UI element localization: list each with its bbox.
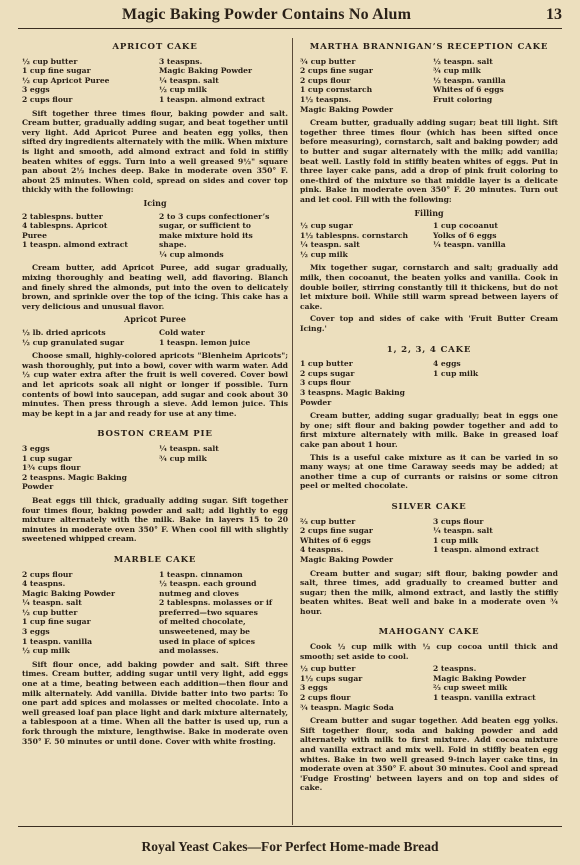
ingredient-column: Cold water 1 teaspn. lemon juice [159,328,251,347]
ingredient-column: ½ cup butter 1½ cups sugar 3 eggs 2 cups flour ¾ teaspn. Magic Soda [300,664,394,712]
ingredient-column: ¾ cup butter 2 cups fine sugar 2 cups flour 1 cup cornstarch 1½ teaspns. Magic Baking Powder [300,56,393,114]
recipe-title: MARBLE CAKE [113,554,197,565]
ingredient-column: 1 cup butter 2 cups sugar 3 cups flour 3 teaspns. Magic Baking Powder [300,359,405,407]
ingredient-list [22,328,288,347]
recipe-paragraph: This is a useful cake mixture as it can be varied in so many ways; at one time Caraway seeds may be added; at another time a cup of currants or raisins or some citron peel or melted chocolate. [300,452,558,491]
recipe-paragraph: Cream butter, adding sugar gradually; beat in eggs one by one; sift flour and baking powder together and add to first mixture alternately with milk. Bake in greased loaf cake pan about 1 hour. [300,411,558,449]
ingredient-list [300,517,558,565]
column-divider [292,38,293,825]
section-subtitle: Icing [143,197,167,208]
recipe-paragraph: Beat eggs till thick, gradually adding sugar. Sift together four times flour, baking powder and salt; add lightly to egg mixture alternately with the milk. Bake in layers 15 to 20 minutes in moderate oven 350° F. When cool fill with slightly sweetened whipped cream. [22,495,288,544]
running-header: Magic Baking Powder Contains No Alum [122,6,412,23]
ingredient-column: 1 teaspn. cinnamon ½ teaspn. each ground nutmeg and cloves 2 tablespns. molasses or if preferred—two squares of melted chocolate, unsweetened, may be used in place of spices and molasses. [159,569,273,656]
spacer [22,421,288,427]
ingredient-column: 3 cups flour ¼ teaspn. salt 1 cup milk 1 teaspn. almond extract [433,516,539,555]
ingredient-column: ¼ teaspn. salt ¾ cup milk [159,443,219,463]
recipe-paragraph: Cream butter, add Apricot Puree, add sugar gradually, mixing thoroughly and beating well, add flavoring. Blanch and finely shred the almonds, put into the oven to delicately brown, and sprinkle over the top of the icing. This cake has a very delicious and unusual flavor. [22,263,288,311]
ingredient-column: 1 cup cocoanut Yolks of 6 eggs ¼ teaspn. vanilla [433,221,506,250]
ingredient-list [300,221,558,259]
recipe-paragraph: Mix together sugar, cornstarch and salt; gradually add milk, then cocoanut, the beaten yolks and vanilla. Cook in double boiler, stirring constantly till it thickens, but do not let mixture boil. While still warm spread between layers of cake. [300,263,558,311]
footer-text: Royal Yeast Cakes—For Perfect Home-made Bread [141,839,439,854]
spacer [22,547,288,553]
ingredient-column: 3 teaspns. Magic Baking Powder ¼ teaspn. salt ½ cup milk 1 teaspn. almond extract [159,56,265,104]
ingredient-column: 3 eggs 1 cup sugar 1¾ cups flour 2 teaspns. Magic Baking Powder [22,443,127,492]
ingredient-list [22,212,288,260]
recipe-paragraph: Cream butter and sugar together. Add beaten egg yolks. Sift together flour, soda and baking powder and add alternately with milk to first mixture. Add cocoa mixture and vanilla extract and mix well. Fold in stiffly beaten egg whites. Bake in two well greased 9-inch layer cake tins, in moderate oven at 350° F. about 30 minutes. Cool and spread 'Fudge Frosting' between layers and on top and sides of cake. [300,716,558,793]
footer-rule [18,826,562,827]
recipe-title: MAHOGANY CAKE [378,627,480,638]
ingredient-column: 4 eggs 1 cup milk [433,359,479,378]
ingredient-column: ½ lb. dried apricots ½ cup granulated sugar [22,328,125,347]
ingredient-column: ½ teaspn. salt ¾ cup milk ½ teaspn. vanilla Whites of 6 eggs Fruit coloring [433,56,506,104]
recipe-paragraph: Cream butter, gradually adding sugar; beat till light. Sift together three times flour (which has been sifted once before measuring), cornstarch, salt and baking powder; add to butter and sugar alternately with the milk; add vanilla; beat well. Lastly fold in stiffly beaten whites of eggs. Put in three layer cake pans, add a drop of pink fruit coloring to one-third of the mixture so that middle layer is a delicate pink. Bake in moderate oven 350° F. 20 minutes. Turn out and let cool. Fill with the following: [300,118,558,204]
spacer [300,619,558,625]
page-number: 13 [546,6,562,23]
spacer [300,337,558,343]
spacer [300,494,558,500]
ingredient-list [300,57,558,115]
ingredient-column: ⅔ cup butter 2 cups fine sugar Whites of 6 eggs 4 teaspns. Magic Baking Powder [300,516,393,564]
section-subtitle: Apricot Puree [124,314,186,325]
ingredient-list [22,57,288,105]
recipe-paragraph: Cover top and sides of cake with 'Fruit Butter Cream Icing.' [300,314,558,334]
recipe-title: MARTHA BRANNIGAN’S RECEPTION CAKE [309,42,549,52]
right-column [300,40,558,796]
ingredient-column: 2 tablespns. butter 4 tablespns. Apricot Puree 1 teaspn. almond extract [22,211,128,250]
header-rule [18,28,562,29]
ingredient-list [300,664,558,712]
recipe-paragraph: Choose small, highly-colored apricots "Blenheim Apricots"; wash thoroughly, put into a bowl, cover with warm water. Add ½ cup water extra after the fruit is well covered. Cover bowl and let apricots soak all night or longer if possible. Turn contents of bowl into saucepan, add sugar and cook about 30 minutes. Then press through a sieve. Add lemon juice. This may be kept in a jar and ready for use at any time. [22,351,288,418]
ingredient-column: ½ cup sugar 1½ tablespns. cornstarch ¼ teaspn. salt ½ cup milk [300,221,409,259]
recipe-title: 1, 2, 3, 4 CAKE [386,344,472,355]
ingredient-list [22,570,288,656]
left-column [22,40,288,749]
recipe-paragraph: Cream butter and sugar; sift flour, baking powder and salt, three times, add gradually to creamed butter and sugar; then the milk, almond extract, and lastly the stiffly beaten whites. Beat well and bake in a moderate oven ¾ hour. [300,568,558,616]
ingredient-list [22,444,288,492]
recipe-paragraph: Cook ½ cup milk with ½ cup cocoa until thick and smooth; set aside to cool. [300,642,558,661]
recipe-paragraph: Sift together three times flour, baking powder and salt. Cream butter, gradually adding sugar, and beat together until very light. Add Apricot Puree and beaten egg yolks, then sifted dry ingredients alternately with the milk. When mixture is light and smooth, add almond extract and fold in stiffly beaten whites of eggs. Turn into a well greased 9½" square pan about 2½ inches deep. Bake in moderate oven 350° F. about 25 minutes. When cold, spread on sides and cover top thickly with the following: [22,108,288,195]
ingredient-column: 2 to 3 cups confectioner’s sugar, or sufficient to make mixture hold its shape. ¼ cup almonds [159,211,270,259]
recipe-paragraph: Sift flour once, add baking powder and salt. Sift three times. Cream butter, adding sugar until very light, add eggs one at a time, beating between each addition—then flour and milk alternately. Add vanilla. Divide batter into two parts: To one part add spices and molasses or melted chocolate. Into a well greased loaf pan place light and dark mixture alternately, a tablespoon at a time. When all the batter is used up, run a fork through the mixture, lengthwise. Bake in moderate oven 350° F. 50 minutes or until done. Cover with white frosting. [22,659,288,746]
section-subtitle: Filling [414,207,444,218]
ingredient-column: 2 cups flour 4 teaspns. Magic Baking Powder ¼ teaspn. salt ½ cup butter 1 cup fine sugar 3 eggs 1 teaspn. vanilla ½ cup milk [22,569,115,656]
recipe-title: APRICOT CAKE [112,42,198,52]
ingredient-list [300,359,558,407]
ingredient-column: 2 teaspns. Magic Baking Powder ⅔ cup sweet milk 1 teaspn. vanilla extract [433,664,536,703]
recipe-title: SILVER CAKE [391,501,467,512]
ingredient-column: ½ cup butter 1 cup fine sugar ½ cup Apricot Puree 3 eggs 2 cups flour [22,56,110,104]
recipe-title: BOSTON CREAM PIE [97,429,213,440]
